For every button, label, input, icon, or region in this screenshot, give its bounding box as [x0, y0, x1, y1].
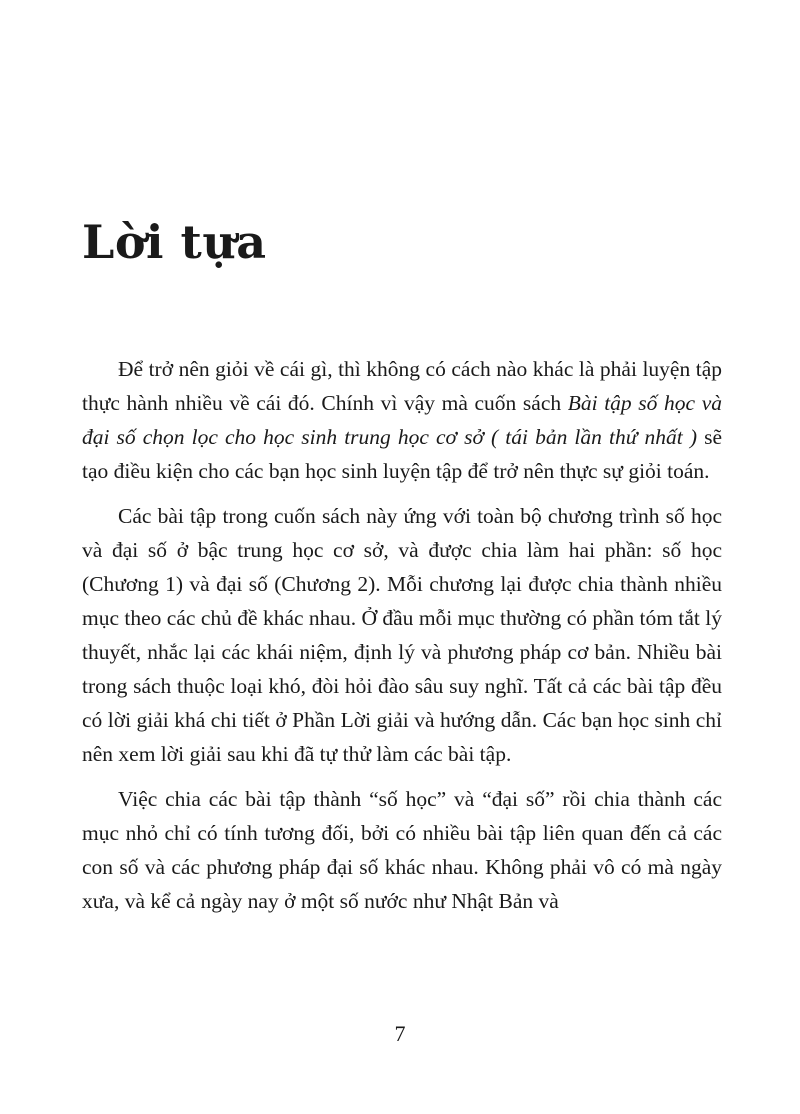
- paragraph-1-text-end: sẽ tạo điều kiện cho các bạn học sinh luyện tập để trở nên thực sự giỏi toán.: [82, 425, 722, 483]
- book-title-italic: Bài tập số học và đại số chọn lọc cho học sinh trung học cơ sở ( tái bản lần thứ nhất ): [82, 391, 722, 449]
- paragraph-1-text-start: Để trở nên giỏi về cái gì, thì không có cách nào khác là phải luyện tập thực hành nhiều về cái đó. Chính vì vậy mà cuốn sách: [82, 357, 722, 415]
- paragraph-3: Việc chia các bài tập thành “số học” và “đại số” rồi chia thành các mục nhỏ chỉ có tính tương đối, bởi có nhiều bài tập liên quan đến cả các con số và các phương pháp đại số khác nhau. Không phải vô có mà ngày xưa, và kể cả ngày nay ở một số nước như Nhật Bản và: [82, 787, 722, 913]
- page-number: 7: [394, 1021, 406, 1046]
- paragraph-1: [82, 352, 722, 488]
- page-title: Lời tựa: [82, 215, 267, 269]
- preface-body: [82, 352, 722, 929]
- paragraph-2: Các bài tập trong cuốn sách này ứng với toàn bộ chương trình số học và đại số ở bậc trung học cơ sở, và được chia làm hai phần: số học (Chương 1) và đại số (Chương 2). Mỗi chương lại được chia thành nhiều mục theo các chủ đề khác nhau. Ở đầu mỗi mục thường có phần tóm tắt lý thuyết, nhắc lại các khái niệm, định lý và phương pháp cơ bản. Nhiều bài trong sách thuộc loại khó, đòi hỏi đào sâu suy nghĩ. Tất cả các bài tập đều có lời giải khá chi tiết ở Phần Lời giải và hướng dẫn. Các bạn học sinh chỉ nên xem lời giải sau khi đã tự thử làm các bài tập.: [82, 504, 722, 766]
